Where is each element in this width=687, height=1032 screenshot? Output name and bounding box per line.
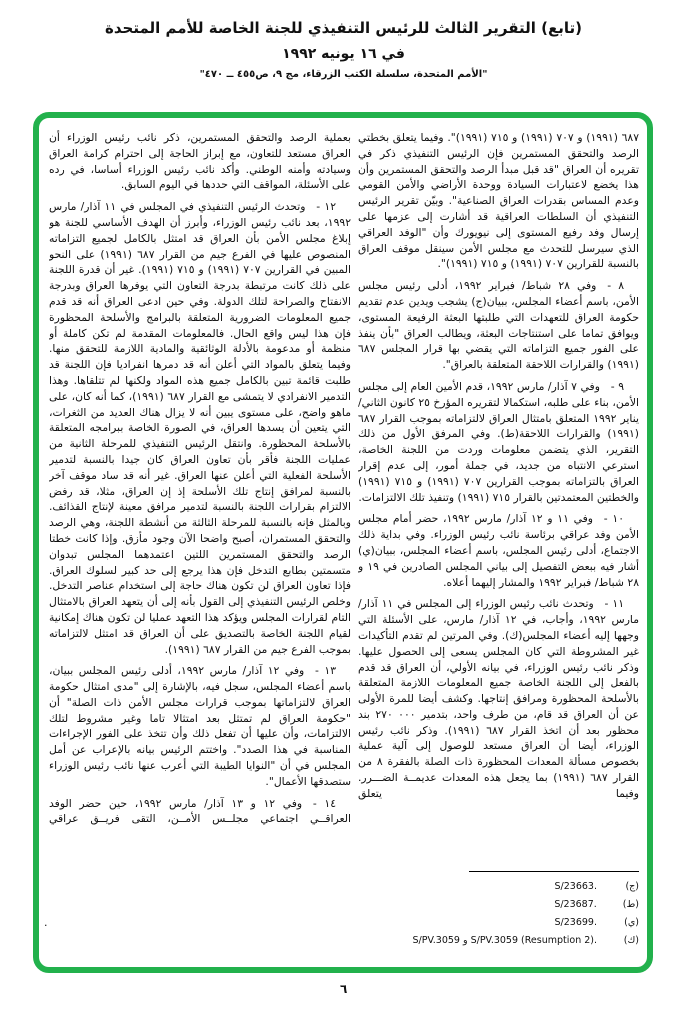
paragraph-11: ١١ - وتحدث نائب رئيس الوزراء إلى المجلس في ١١ آذار/ مارس ١٩٩٢، وأجاب، في ١٢ آذار/ مارس، على الأسئلة التي وجهها إليه أعضاء المجلس(ك). وفي المرتين لم تقدم التأكيدات غير المشروطة التي كان المجلس يسعى إلى الحصول عليها. وذكر نائب رئيس الوزراء، في بيانه الأولي، أن العراق قد قدم بالفعل إلى اللجنة الخاصة جميع المعلومات اللازمة المتعلقة بالأسلحة المحظورة ومرافق إنتاجها. وكشف أيضا للمرة الأولى عن أن العراق قد قام، من طرف واحد، بتدمير ٢٧٠ ٠٠٠ بند محظور بعد أن اتخذ القرار ٦٨٧ (١٩٩١). وذكر نائب رئيس الوزراء، أيضا أن العراق مستعد للوصول إلى آلية عملية بخصوص مسألة المعدات المحظورة ذات الصلة بالفقرة ٨ من القرار ٦٨٧ (١٩٩١) بما يجعل هذه المعدات عديمــة الضـــرر. وفيما يتعلق [358,597,639,800]
footnote-text: S/23663. [554,881,597,892]
footnote-item [358,881,639,893]
footnote-text: S/23699. [554,917,597,928]
footnote-item [358,899,639,911]
paragraph-13: ١٣ - وفي ١٢ آذار/ مارس ١٩٩٢، أدلى رئيس المجلس ببيان، باسم أعضاء المجلس، سجل فيه، بالإشارة إلى "مدى امتثال حكومة العراق لالتزاماتها بموجب قرارات مجلس الأمن ذات الصلة" أن "حكومة العراق لم تمتثل بعد امتثالا تاما وغير مشروط لتلك الالتزامات، وأن عليها أن تفعل ذلك وأن تتخذ على الفور الإجراءات المناسبة في هذا الصدد". واختتم الرئيس بيانه بالإعراب عن أمل المجلس في أن "النوايا الطيبة التي أعرب عنها نائب رئيس الوزراء ستصدقها الأعمال". [49,664,351,788]
paragraph-9: ٩ - وفي ٧ آذار/ مارس ١٩٩٢، قدم الأمين العام إلى مجلس الأمن، بناء على طلبه، استكمالا لتقريره المؤرخ ٢٥ كانون الثاني/ يناير ١٩٩٢ المتعلق بامتثال العراق لالتزاماته بموجب القرار ٦٨٧ (١٩٩١) والقرارات اللاحقة(ط). وفي المرفق الأول من ذلك التقرير، الذي يتضمن معلومات وردت من اللجنة الخاصة، استرعي الانتباه من جديد، في جملة أمور، إلى عدم إقرار العراق بالتزاماته بموجب القرارين ٧٠٧ (١٩٩١) و ٧١٥ (١٩٩١) والخطتين المعتمدتين بالقرار ٧١٥ (١٩٩١) وتنفيذ تلك الالتزامات. [358,379,639,504]
page-title: (تابع) التقرير الثالث للرئيس التنفيذي للجنة الخاصة للأمم المتحدة [104,19,582,37]
footnote-text: S/PV.3059 و S/PV.3059 (Resumption 2). [412,935,597,946]
column-right [358,130,639,870]
source-line: "الأمم المتحدة، سلسلة الكتب الزرقاء، مج ٩، ص٤٥٥ ــ ٤٧٠" [199,69,488,81]
page-number: ٦ [340,982,348,996]
date-line: في ١٦ يونيه ١٩٩٢ [282,45,405,62]
footnote-separator [469,871,639,872]
paragraph-continued: بعملية الرصد والتحقق المستمرين، ذكر نائب رئيس الوزراء أن العراق مستعد للتعاون، مع إبراز الحاجة إلى احترام كرامة العراق وسيادته وأمنه الوطني. وأكد نائب رئيس الوزراء أساسا، في رده على الأسئلة، المواقف التي حددها في اليوم السابق. [49,131,351,192]
footnote-text: S/23687. [554,899,597,910]
annotation-highlight-box [33,112,653,973]
paragraph-10: ١٠ - وفي ١١ و ١٢ آذار/ مارس ١٩٩٢، حضر أمام مجلس الأمن وفد عراقي برئاسة نائب رئيس الوزراء. وفي بداية ذلك الاجتماع، أدلى رئيس المجلس، باسم أعضاء المجلس، ببيان(ي) أشار فيه ببعض التفصيل إلى بياني المجلس الصادرين في ١٩ و ٢٨ شباط/ فبراير ١٩٩٢ والمشار إليهما أعلاه. [358,512,639,589]
stray-scan-mark: . [44,916,48,929]
footnote-marker: (ك) [623,935,639,946]
document-header [0,14,687,84]
paragraph-continued: ٦٨٧ (١٩٩١) و ٧٠٧ (١٩٩١) و ٧١٥ (١٩٩١)". وفيما يتعلق بخطتي الرصد والتحقق المستمرين فإن الرئيس التنفيذي ذكر في تقريره أن العراق "قد قبل مبدأ الرصد والتحقق المستمرين وأن هذا يخضع لاعتبارات السيادة ووحدة الأراضي والأمن القومي وعدم المساس بقدرات العراق الصناعية". وبيّن تقرير الرئيس التنفيذي أن السلطات العراقية قد أشارت إلى عزمها على إرسال وفد رفيع المستوى إلى نيويورك وأن "الوفد العراقي الذي سيرسل للتحدث مع مجلس الأمن سينقل موقف العراق بالنسبة للقرارين ٧٠٧ (١٩٩١) و ٧١٥ (١٩٩١)". [358,131,639,271]
footnote-marker: (ي) [624,917,639,928]
footnote-item [358,935,639,947]
paragraph-8: ٨ - وفي ٢٨ شباط/ فبراير ١٩٩٢، أدلى رئيس مجلس الأمن، باسم أعضاء المجلس، ببيان(ج) يشجب ويدين عدم تقديم حكومة العراق للتعهدات التي طلبتها البعثة الرفيعة المستوى، ويوافق تماما على استنتاجات البعثة، ويطالب العراق "بأن ينفذ على الفور جميع التزاماته التي يقضي بها قرار المجلس ٦٨٧ (١٩٩١) والقرارات اللاحقة المتعلقة بالعراق". [358,279,639,372]
footnotes-block [358,871,639,953]
paragraph-14: ١٤ - وفي ١٢ و ١٣ آذار/ مارس ١٩٩٢، حين حضر الوفد العراقــي اجتماعي مجلــس الأمــن، التقى فريــق عراقي [49,796,351,826]
footnote-item [358,917,639,929]
paragraph-12: ١٢ - وتحدث الرئيس التنفيذي في المجلس في ١١ آذار/ مارس ١٩٩٢، بعد نائب رئيس الوزراء، وأبرز أن الهدف الأساسي للجنة هو إبلاغ مجلس الأمن بأن العراق قد امتثل بالكامل لجميع التزاماته المنصوص عليها في الفرع جيم من القرار ٦٨٧ (١٩٩١) على النحو المبين في القرارين ٧٠٧ (١٩٩١) و ٧١٥ (١٩٩١). غير أن قدرة اللجنة على ذلك كانت مرتبطة بدرجة التعاون التي يوفرها العراق وبدرجة الانفتاح والصراحة لتلك الدولة. وفي حين ادعى العراق أنه قد قدم جميع المعلومات الضرورية المتعلقة بالبرامج والأسلحة المحظورة فإن هذا ليس واقع الحال. فالمعلومات المقدمة لم تكن كاملة أو منظمة أو مدعومة بالأدلة الوثائقية والمادية اللازمة للتحقق منها. وفيما يتعلق بالمواد التي أعلن أنه قد دمرها انفراديا فإن اللجنة قد طلبت قائمة تبين بالكامل جميع هذه المواد ولكنها لم تتلقاها. وهذا التدمير الانفرادي لا يتمشى مع القرار ٦٨٧ (١٩٩١)، كما أنه كان، على ماهو واضح، على مستوى يبين أنه لا يزال هناك العديد من الثغرات، التي يتعين أن يسدها العراق، في الصورة الخاصة ببرامجه المتعلقة بالأسلحة المحظورة. وانتقل الرئيس التنفيذي للمرحلة الثانية من عمليات اللجنة فأقر بأن تعاون العراق كان جيدا بالنسبة لتدمير الأسلحة الفعلية التي أعلن عنها العراق. غير أنه قد ساد موقف آخر بالنسبة لمرافق إنتاج تلك الأسلحة إذ إن العراق، مثلا، قد رفض الالتزام بقرارات اللجنة بالنسبة لتدمير مرافق معينة لإنتاج القذائف. وبالمثل فإنه بالنسبة للمرحلة الثالثة من أنشطة اللجنة، وهي الرصد والتحقق المستمران، أصبح واضحا الآن وجود مأزق. وإذا كانت خطتا الرصد والتحقق المستمرين اللتين اعتمدهما المجلس تبدوان متسمتين بطابع التدخل فإن هذا يرجع إلى حد كبير لسلوك العراق. فإذا تعاون العراق لن تكون هناك حاجة إلى استخدام عناصر التدخل. وخلص الرئيس التنفيذي إلى القول بأنه إلى أن يتعهد العراق بالامتثال التام لقرارات المجلس ويؤكد هذا التعهد عمليا لن تكون هناك إمكانية لقيام اللجنة الخاصة بالتصديق على أن العراق قد امتثل لالتزاماته بموجب الفرع جيم من القرار ٦٨٧ (١٩٩١). [49,200,351,656]
footnote-marker: (ج) [625,881,639,892]
footnote-marker: (ط) [622,899,639,910]
column-left [49,130,351,957]
